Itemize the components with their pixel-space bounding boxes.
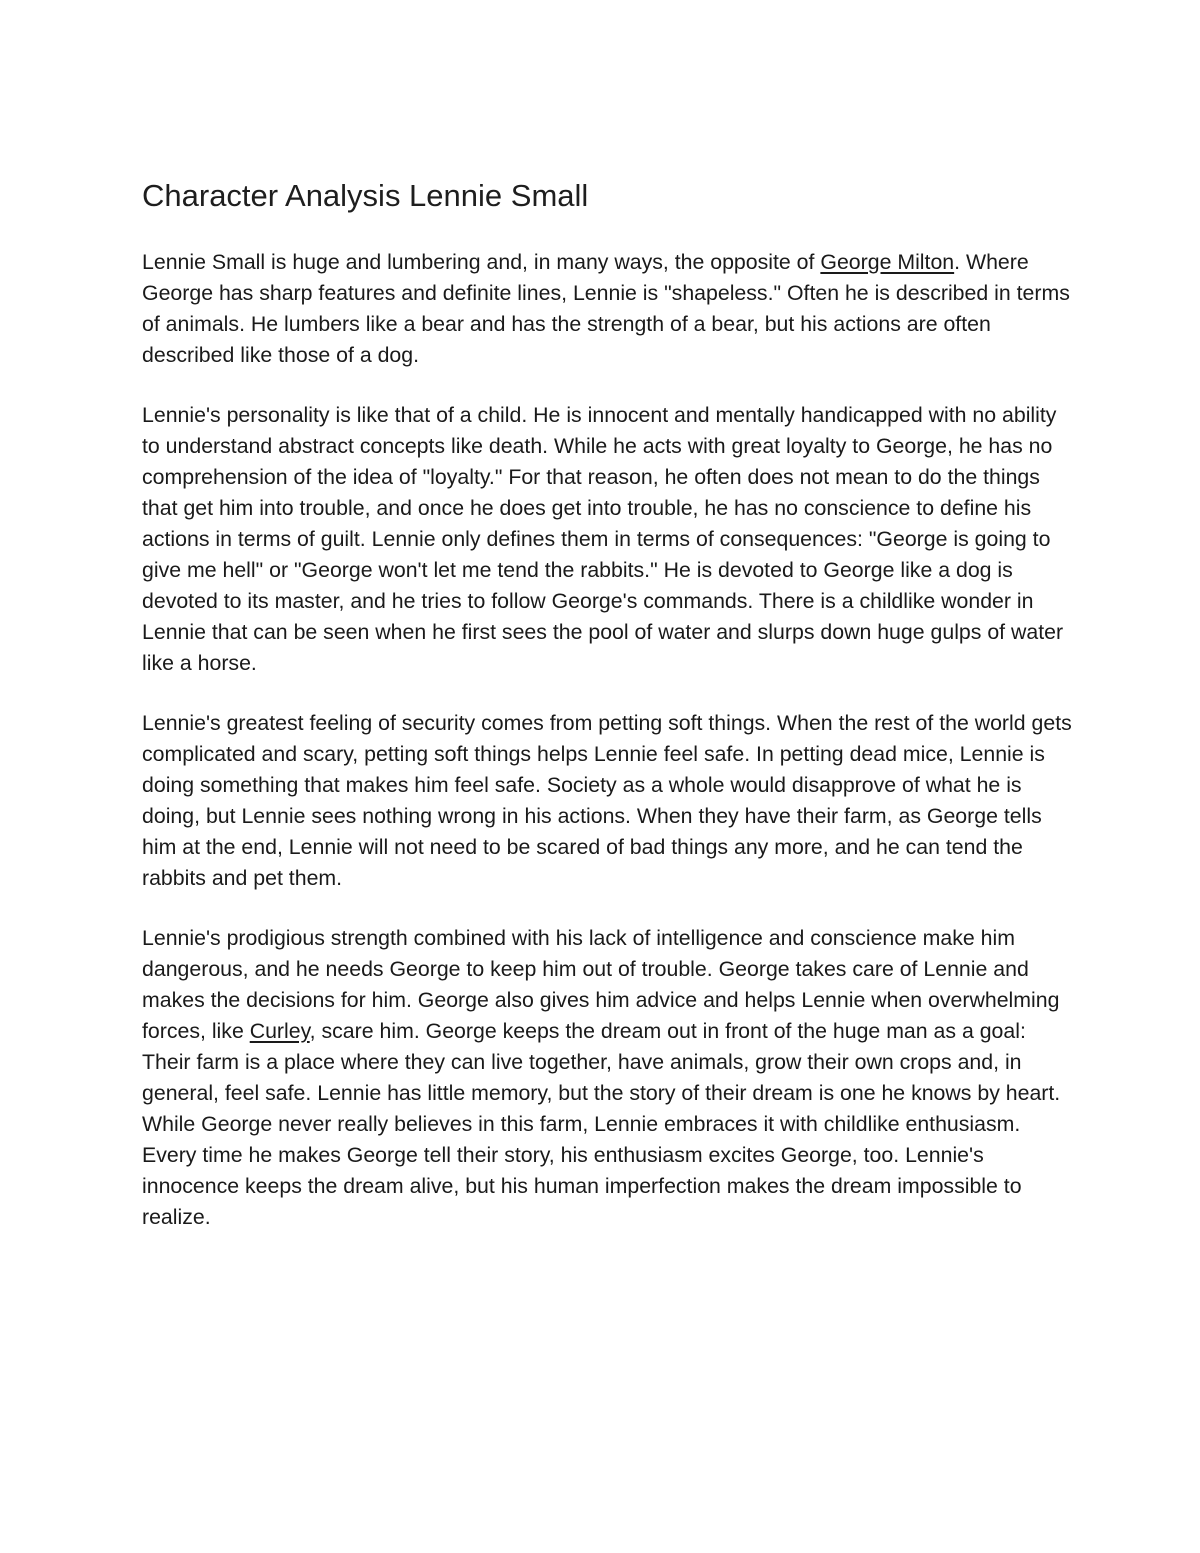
paragraph-4-text-before: Lennie's prodigious strength combined with his lack of intelligence and conscience make him dangerous, and he needs George to keep him out of trouble. George takes care of Lennie and makes the decisions for him. George also gives him advice and helps Lennie when overwhelming forces, like	[142, 926, 1060, 1043]
paragraph-2: Lennie's personality is like that of a child. He is innocent and mentally handicapped with no ability to understand abstract concepts like death. While he acts with great loyalty to George, he has no comprehension of the idea of "loyalty." For that reason, he often does not mean to do the things that get him into trouble, and once he does get into trouble, he has no conscience to define his actions in terms of guilt. Lennie only defines them in terms of consequences: "George is going to give me hell" or "George won't let me tend the rabbits." He is devoted to George like a dog is devoted to its master, and he tries to follow George's commands. There is a childlike wonder in Lennie that can be seen when he first sees the pool of water and slurps down huge gulps of water like a horse.	[142, 403, 1064, 675]
george-milton-link[interactable]: George Milton	[820, 250, 955, 274]
paragraph-1-text-before: Lennie Small is huge and lumbering and, in many ways, the opposite of	[142, 250, 821, 274]
page-title: Character Analysis Lennie Small	[142, 178, 589, 213]
paragraph-1-text-after: . Where George has sharp features and definite lines, Lennie is "shapeless." Often he is described in terms of animals. He lumbers like a bear and has the strength of a bear, but his actions are often described like those of a dog.	[142, 250, 1070, 367]
curley-link[interactable]: Curley	[249, 1019, 310, 1043]
paragraph-3: Lennie's greatest feeling of security comes from petting soft things. When the rest of the world gets complicated and scary, petting soft things helps Lennie feel safe. In petting dead mice, Lennie is doing something that makes him feel safe. Society as a whole would disapprove of what he is doing, but Lennie sees nothing wrong in his actions. When they have their farm, as George tells him at the end, Lennie will not need to be scared of bad things any more, and he can tend the rabbits and pet them.	[142, 711, 1072, 890]
document-page	[142, 175, 1072, 1262]
paragraph-4	[142, 923, 1072, 1233]
paragraph-4-text-after: , scare him. George keeps the dream out in front of the huge man as a goal: Their farm is a place where they can live together, have animals, grow their own crops and, in general, feel safe. Lennie has little memory, but the story of their dream is one he knows by heart. While George never really believes in this farm, Lennie embraces it with childlike enthusiasm. Every time he makes George tell their story, his enthusiasm excites George, too. Lennie's innocence keeps the dream alive, but his human imperfection makes the dream impossible to realize.	[142, 1019, 1061, 1229]
paragraph-1	[142, 247, 1072, 371]
